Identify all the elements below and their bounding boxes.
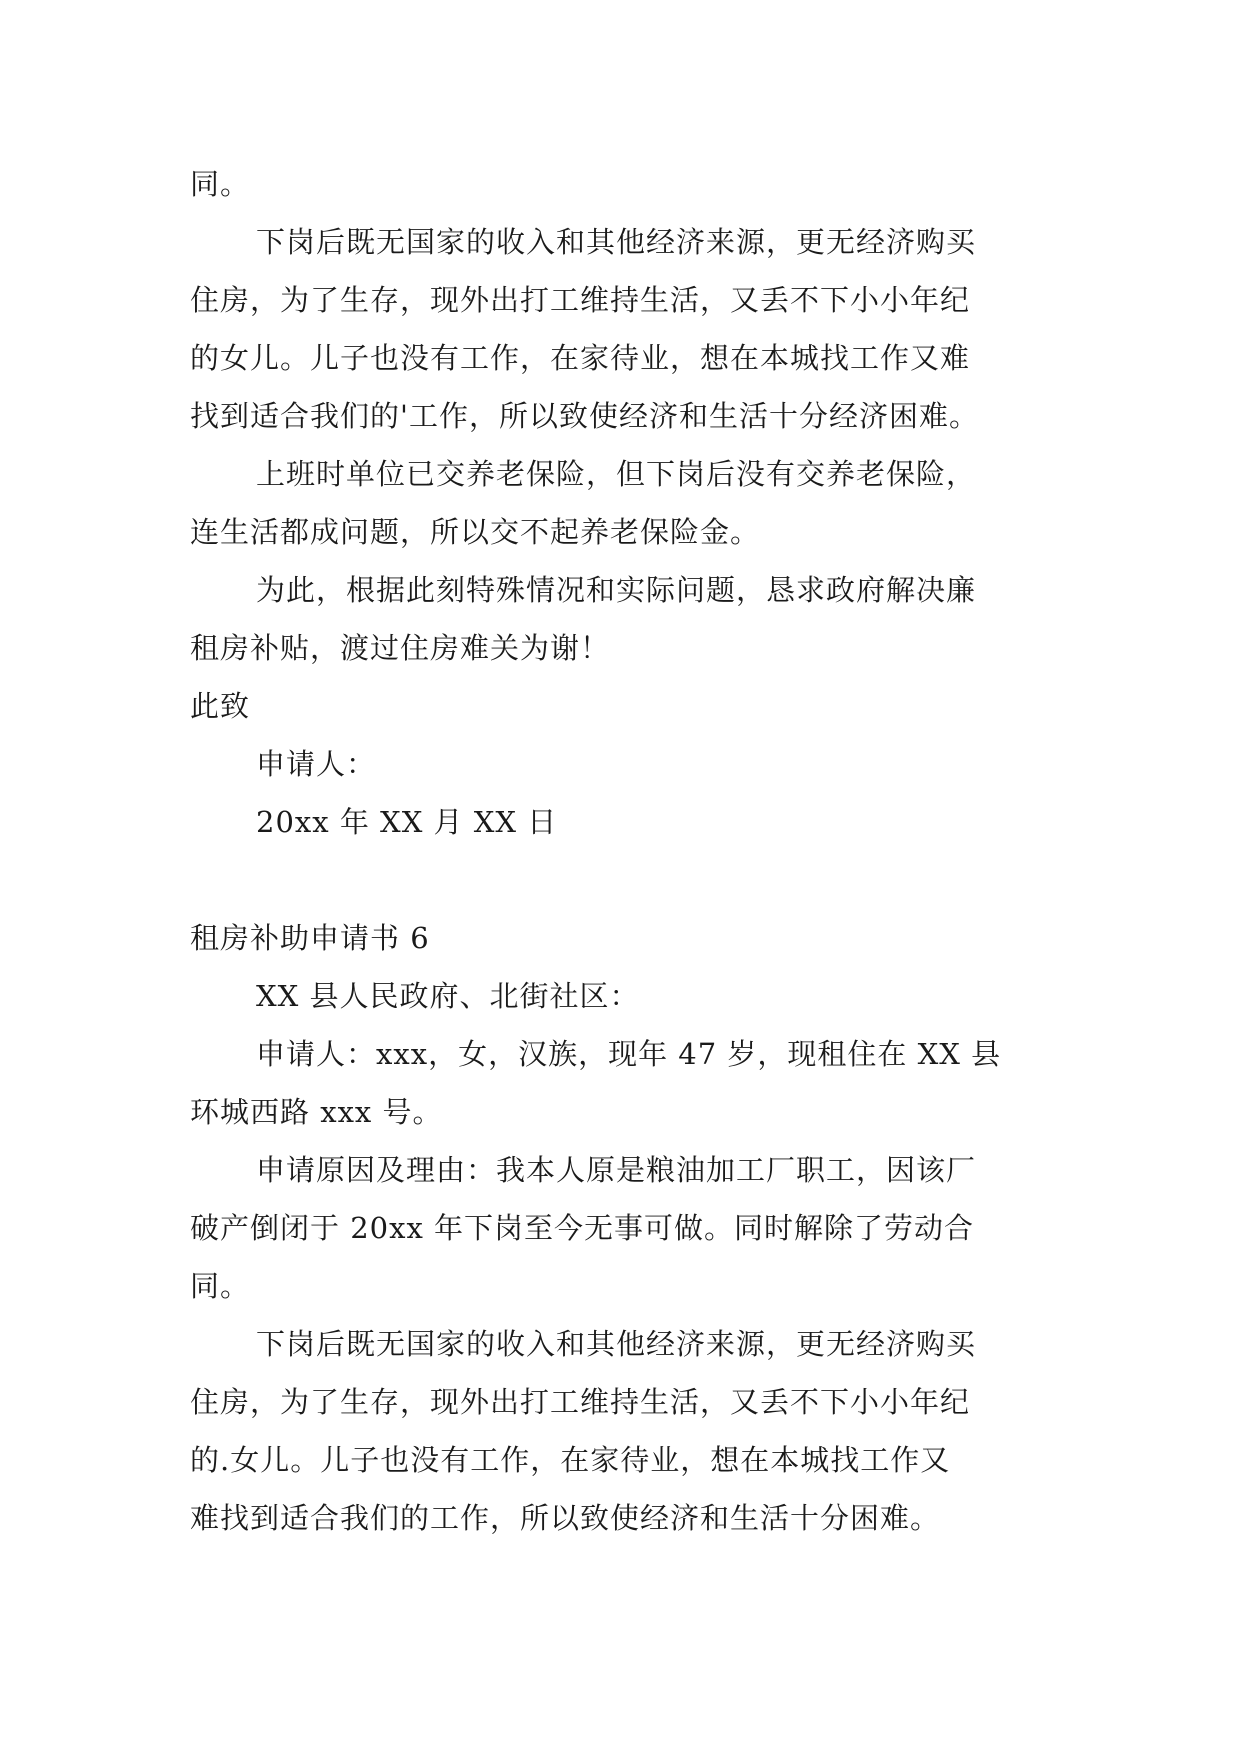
- paragraph-line: 申请原因及理由：我本人原是粮油加工厂职工，因该厂: [256, 1153, 977, 1187]
- paragraph-line: 上班时单位已交养老保险，但下岗后没有交养老保险，: [256, 457, 977, 491]
- paragraph-line: 为此，根据此刻特殊情况和实际问题，恳求政府解决廉: [256, 573, 977, 607]
- paragraph-line: 申请人：xxx，女，汉族，现年 47 岁，现租住在 XX 县: [256, 1037, 1002, 1071]
- text-line: 环城西路 xxx 号。: [190, 1095, 443, 1129]
- section-title: 租房补助申请书 6: [190, 921, 430, 955]
- paragraph-line: 下岗后既无国家的收入和其他经济来源，更无经济购买: [256, 1327, 977, 1361]
- applicant-signature-label: 申请人：: [256, 747, 377, 781]
- paragraph-line: 下岗后既无国家的收入和其他经济来源，更无经济购买: [256, 225, 977, 259]
- closing-salutation: 此致: [190, 689, 251, 723]
- date-line: 20xx 年 XX 月 XX 日: [256, 805, 558, 839]
- text-line: 的女儿。儿子也没有工作，在家待业，想在本城找工作又难: [190, 341, 971, 375]
- text-line: 破产倒闭于 20xx 年下岗至今无事可做。同时解除了劳动合: [190, 1211, 975, 1245]
- text-line: 的.女儿。儿子也没有工作，在家待业，想在本城找工作又: [190, 1443, 951, 1477]
- text-line: 同。: [190, 167, 251, 201]
- text-line: 难找到适合我们的工作，所以致使经济和生活十分困难。: [190, 1501, 941, 1535]
- text-line: 找到适合我们的'工作，所以致使经济和生活十分经济困难。: [190, 399, 979, 433]
- text-line: 租房补贴，渡过住房难关为谢！: [190, 631, 611, 665]
- text-line: 住房，为了生存，现外出打工维持生活，又丢不下小小年纪: [190, 1385, 971, 1419]
- text-line: 住房，为了生存，现外出打工维持生活，又丢不下小小年纪: [190, 283, 971, 317]
- text-line: 连生活都成问题，所以交不起养老保险金。: [190, 515, 761, 549]
- addressee: XX 县人民政府、北街社区：: [256, 979, 640, 1013]
- text-line: 同。: [190, 1269, 251, 1303]
